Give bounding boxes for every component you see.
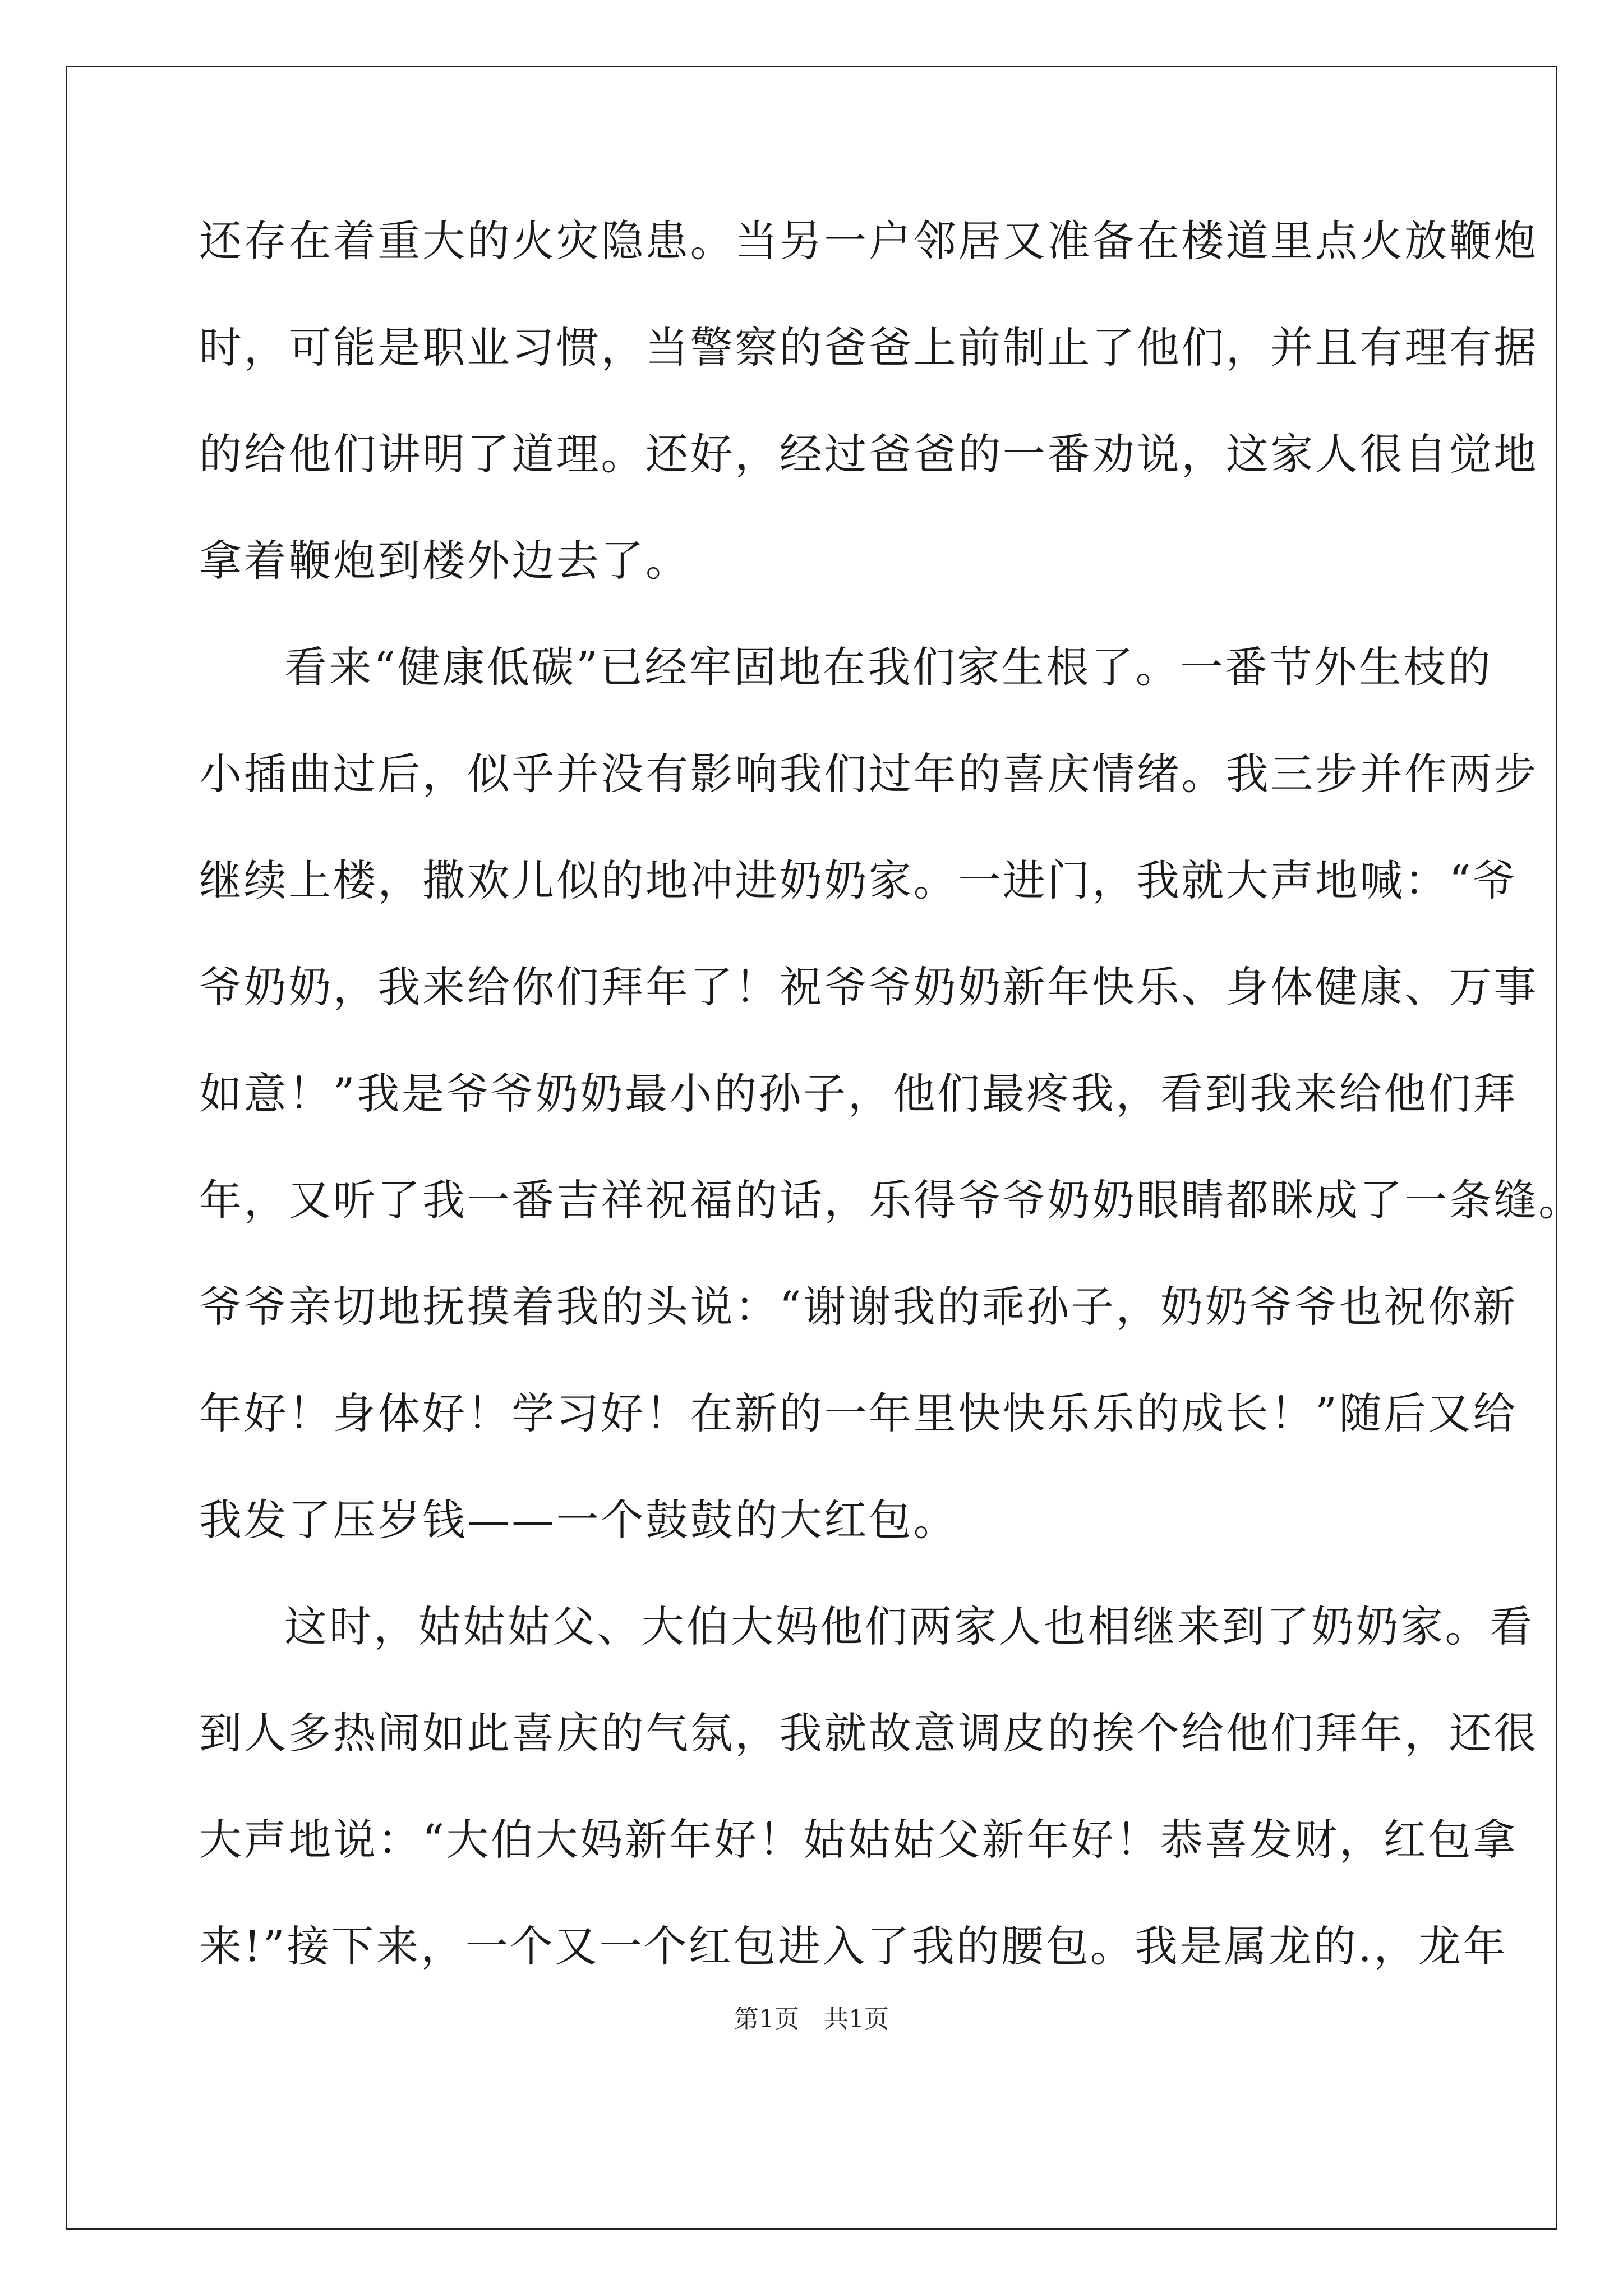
- text-line: 大声地说：“大伯大妈新年好！姑姑姑父新年好！恭喜发财，红包拿: [199, 1815, 1518, 1865]
- text-line: 的给他们讲明了道理。还好，经过爸爸的一番劝说，这家人很自觉地: [199, 429, 1538, 479]
- text-line: 年好！身体好！学习好！在新的一年里快快乐乐的成长！”随后又给: [199, 1388, 1518, 1438]
- text-line: 我发了压岁钱——一个鼓鼓的大红包。: [199, 1495, 958, 1545]
- paragraph-first-line: 看来“健康低碳”已经牢固地在我们家生根了。一番节外生枝的: [284, 642, 1493, 692]
- text-line: 如意！”我是爷爷奶奶最小的孙子，他们最疼我，看到我来给他们拜: [199, 1069, 1518, 1119]
- text-line: 拿着鞭炮到楼外边去了。: [199, 536, 690, 586]
- text-line: 还存在着重大的火灾隐患。当另一户邻居又准备在楼道里点火放鞭炮: [199, 216, 1538, 266]
- text-line: 继续上楼，撒欢儿似的地冲进奶奶家。一进门，我就大声地喊：“爷: [199, 855, 1518, 905]
- text-line: 时，可能是职业习惯，当警察的爸爸上前制止了他们，并且有理有据: [199, 323, 1538, 372]
- text-line: 爷奶奶，我来给你们拜年了！祝爷爷奶奶新年快乐、身体健康、万事: [199, 962, 1538, 1012]
- page-border: [66, 66, 1557, 2230]
- text-line: 来!”接下来，一个又一个红包进入了我的腰包。我是属龙的.，龙年: [199, 1921, 1508, 1971]
- text-line: 爷爷亲切地抚摸着我的头说：“谢谢我的乖孙子，奶奶爷爷也祝你新: [199, 1282, 1518, 1332]
- text-line: 年，又听了我一番吉祥祝福的话，乐得爷爷奶奶眼睛都眯成了一条缝。: [199, 1175, 1583, 1225]
- paragraph-first-line: 这时，姑姑姑父、大伯大妈他们两家人也相继来到了奶奶家。看: [284, 1602, 1534, 1651]
- page-footer: 第1页 共1页: [734, 2005, 889, 2033]
- text-line: 到人多热闹如此喜庆的气氛，我就故意调皮的挨个给他们拜年，还很: [199, 1708, 1538, 1758]
- text-line: 小插曲过后，似乎并没有影响我们过年的喜庆情绪。我三步并作两步: [199, 749, 1538, 799]
